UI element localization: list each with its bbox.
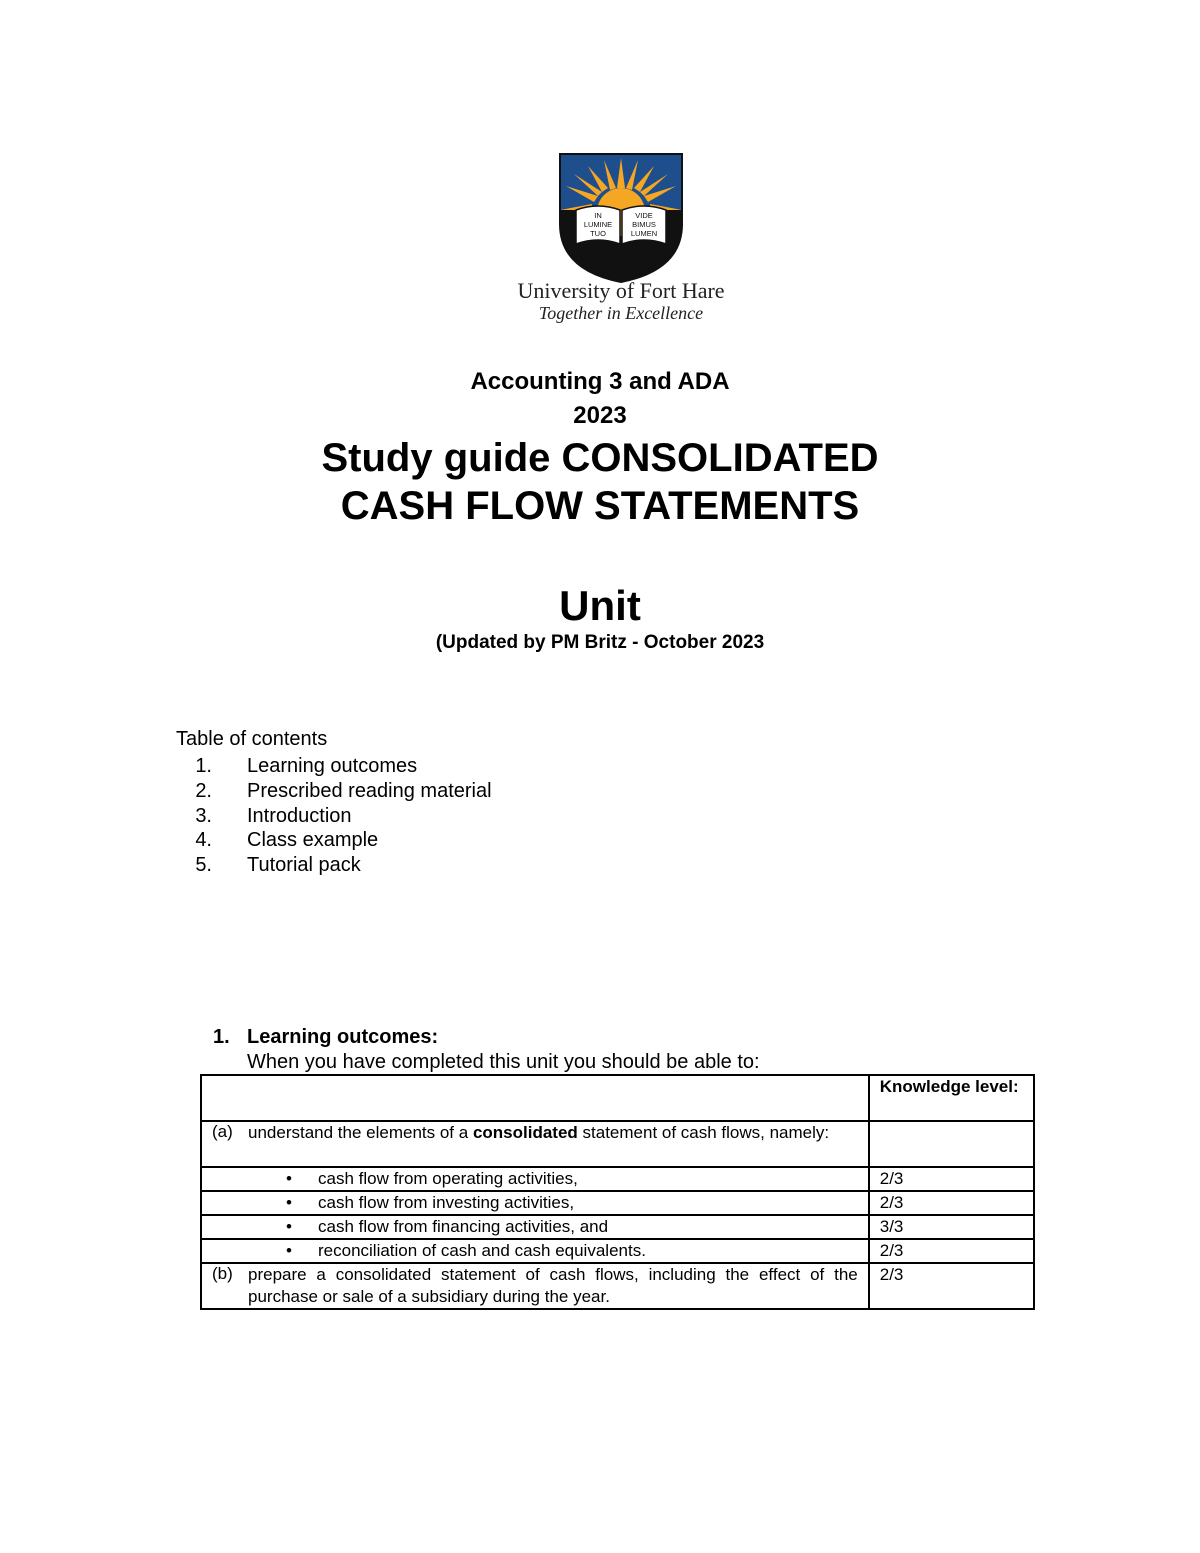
toc-item-label: Prescribed reading material [247, 779, 492, 802]
university-crest-logo [558, 152, 684, 284]
toc-item-number: 1. [195, 755, 212, 777]
outcome-a [202, 1122, 868, 1144]
outcome-text [248, 1122, 858, 1144]
university-name: University of Fort Hare [517, 278, 725, 303]
toc-item-number: 4. [195, 829, 212, 852]
svg-text:LUMINE: LUMINE [583, 220, 613, 229]
outcome-b [202, 1264, 868, 1308]
bullet-icon: • [286, 1241, 292, 1260]
toc-item-number: 3. [195, 804, 212, 827]
svg-text:IN: IN [594, 211, 602, 220]
toc-heading: Table of contents [176, 728, 328, 750]
bullet-cell [201, 1239, 869, 1263]
bullet-icon: • [286, 1169, 292, 1188]
table-header-row [201, 1075, 1034, 1121]
updated-by-note: (Updated by PM Britz - October 2023 [435, 632, 765, 653]
table-row [201, 1167, 1034, 1191]
outcome-a-cell [201, 1121, 869, 1167]
university-motto: Together in Excellence [538, 303, 704, 323]
outcome-text-bold: consolidated [472, 1123, 578, 1142]
bullet-text: reconciliation of cash and cash equivalents. [318, 1241, 646, 1260]
outcome-text: prepare a consolidated statement of cash flows, including the effect of the purchase or sale of a subsidiary during the year. [248, 1265, 858, 1306]
outcome-letter: (b) [212, 1264, 233, 1283]
outcome-text-pre: understand the elements of a [248, 1123, 473, 1142]
bullet-text: cash flow from financing activities, and [318, 1217, 609, 1236]
guide-title-line-2: CASH FLOW STATEMENTS [340, 484, 860, 528]
bullet-text: cash flow from operating activities, [318, 1169, 578, 1188]
bullet-cell [201, 1191, 869, 1215]
svg-text:VIDE: VIDE [635, 211, 653, 220]
section-intro: When you have completed this unit you should be able to: [247, 1051, 760, 1073]
table-row [201, 1121, 1034, 1167]
toc-item [176, 853, 361, 878]
toc-item-label: Tutorial pack [247, 854, 361, 877]
svg-text:TUO: TUO [590, 229, 606, 238]
knowledge-level-cell [869, 1121, 1034, 1167]
knowledge-level-value: 2/3 [869, 1263, 1034, 1309]
knowledge-level-value: 3/3 [869, 1215, 1034, 1239]
table-row [201, 1263, 1034, 1309]
svg-text:LUMEN: LUMEN [630, 229, 658, 238]
toc-item [176, 779, 492, 804]
table-row [201, 1191, 1034, 1215]
toc-item [176, 828, 379, 853]
table-header-blank-cell [201, 1075, 869, 1121]
knowledge-level-value: 2/3 [869, 1167, 1034, 1191]
outcome-b-cell [201, 1263, 869, 1309]
section-number: 1. [213, 1026, 230, 1048]
course-title: Accounting 3 and ADA [470, 368, 730, 395]
knowledge-level-value: 2/3 [869, 1239, 1034, 1263]
guide-title-line-1: Study guide CONSOLIDATED [321, 436, 879, 480]
table-row [201, 1215, 1034, 1239]
table-row [201, 1239, 1034, 1263]
section-heading: Learning outcomes: [247, 1026, 439, 1048]
outcome-letter: (a) [212, 1122, 233, 1141]
bullet-cell [201, 1215, 869, 1239]
toc-item-label: Learning outcomes [247, 755, 418, 777]
toc-item-number: 5. [195, 854, 212, 877]
bullet-icon: • [286, 1193, 292, 1212]
toc-item-label: Introduction [247, 804, 352, 827]
knowledge-level-header: Knowledge level: [869, 1075, 1034, 1121]
toc-item [176, 804, 352, 829]
bullet-icon: • [286, 1217, 292, 1236]
bullet-cell [201, 1167, 869, 1191]
svg-text:BIMUS: BIMUS [632, 220, 656, 229]
knowledge-level-value: 2/3 [869, 1191, 1034, 1215]
unit-heading: Unit [559, 582, 641, 629]
toc-item-label: Class example [247, 829, 379, 852]
toc-item-number: 2. [195, 779, 212, 802]
outcome-text-post: statement of cash flows, namely: [577, 1123, 830, 1142]
bullet-text: cash flow from investing activities, [318, 1193, 575, 1212]
learning-outcomes-table [200, 1074, 1035, 1310]
course-year: 2023 [573, 402, 627, 429]
toc-list [176, 754, 492, 878]
toc-item [176, 754, 418, 779]
